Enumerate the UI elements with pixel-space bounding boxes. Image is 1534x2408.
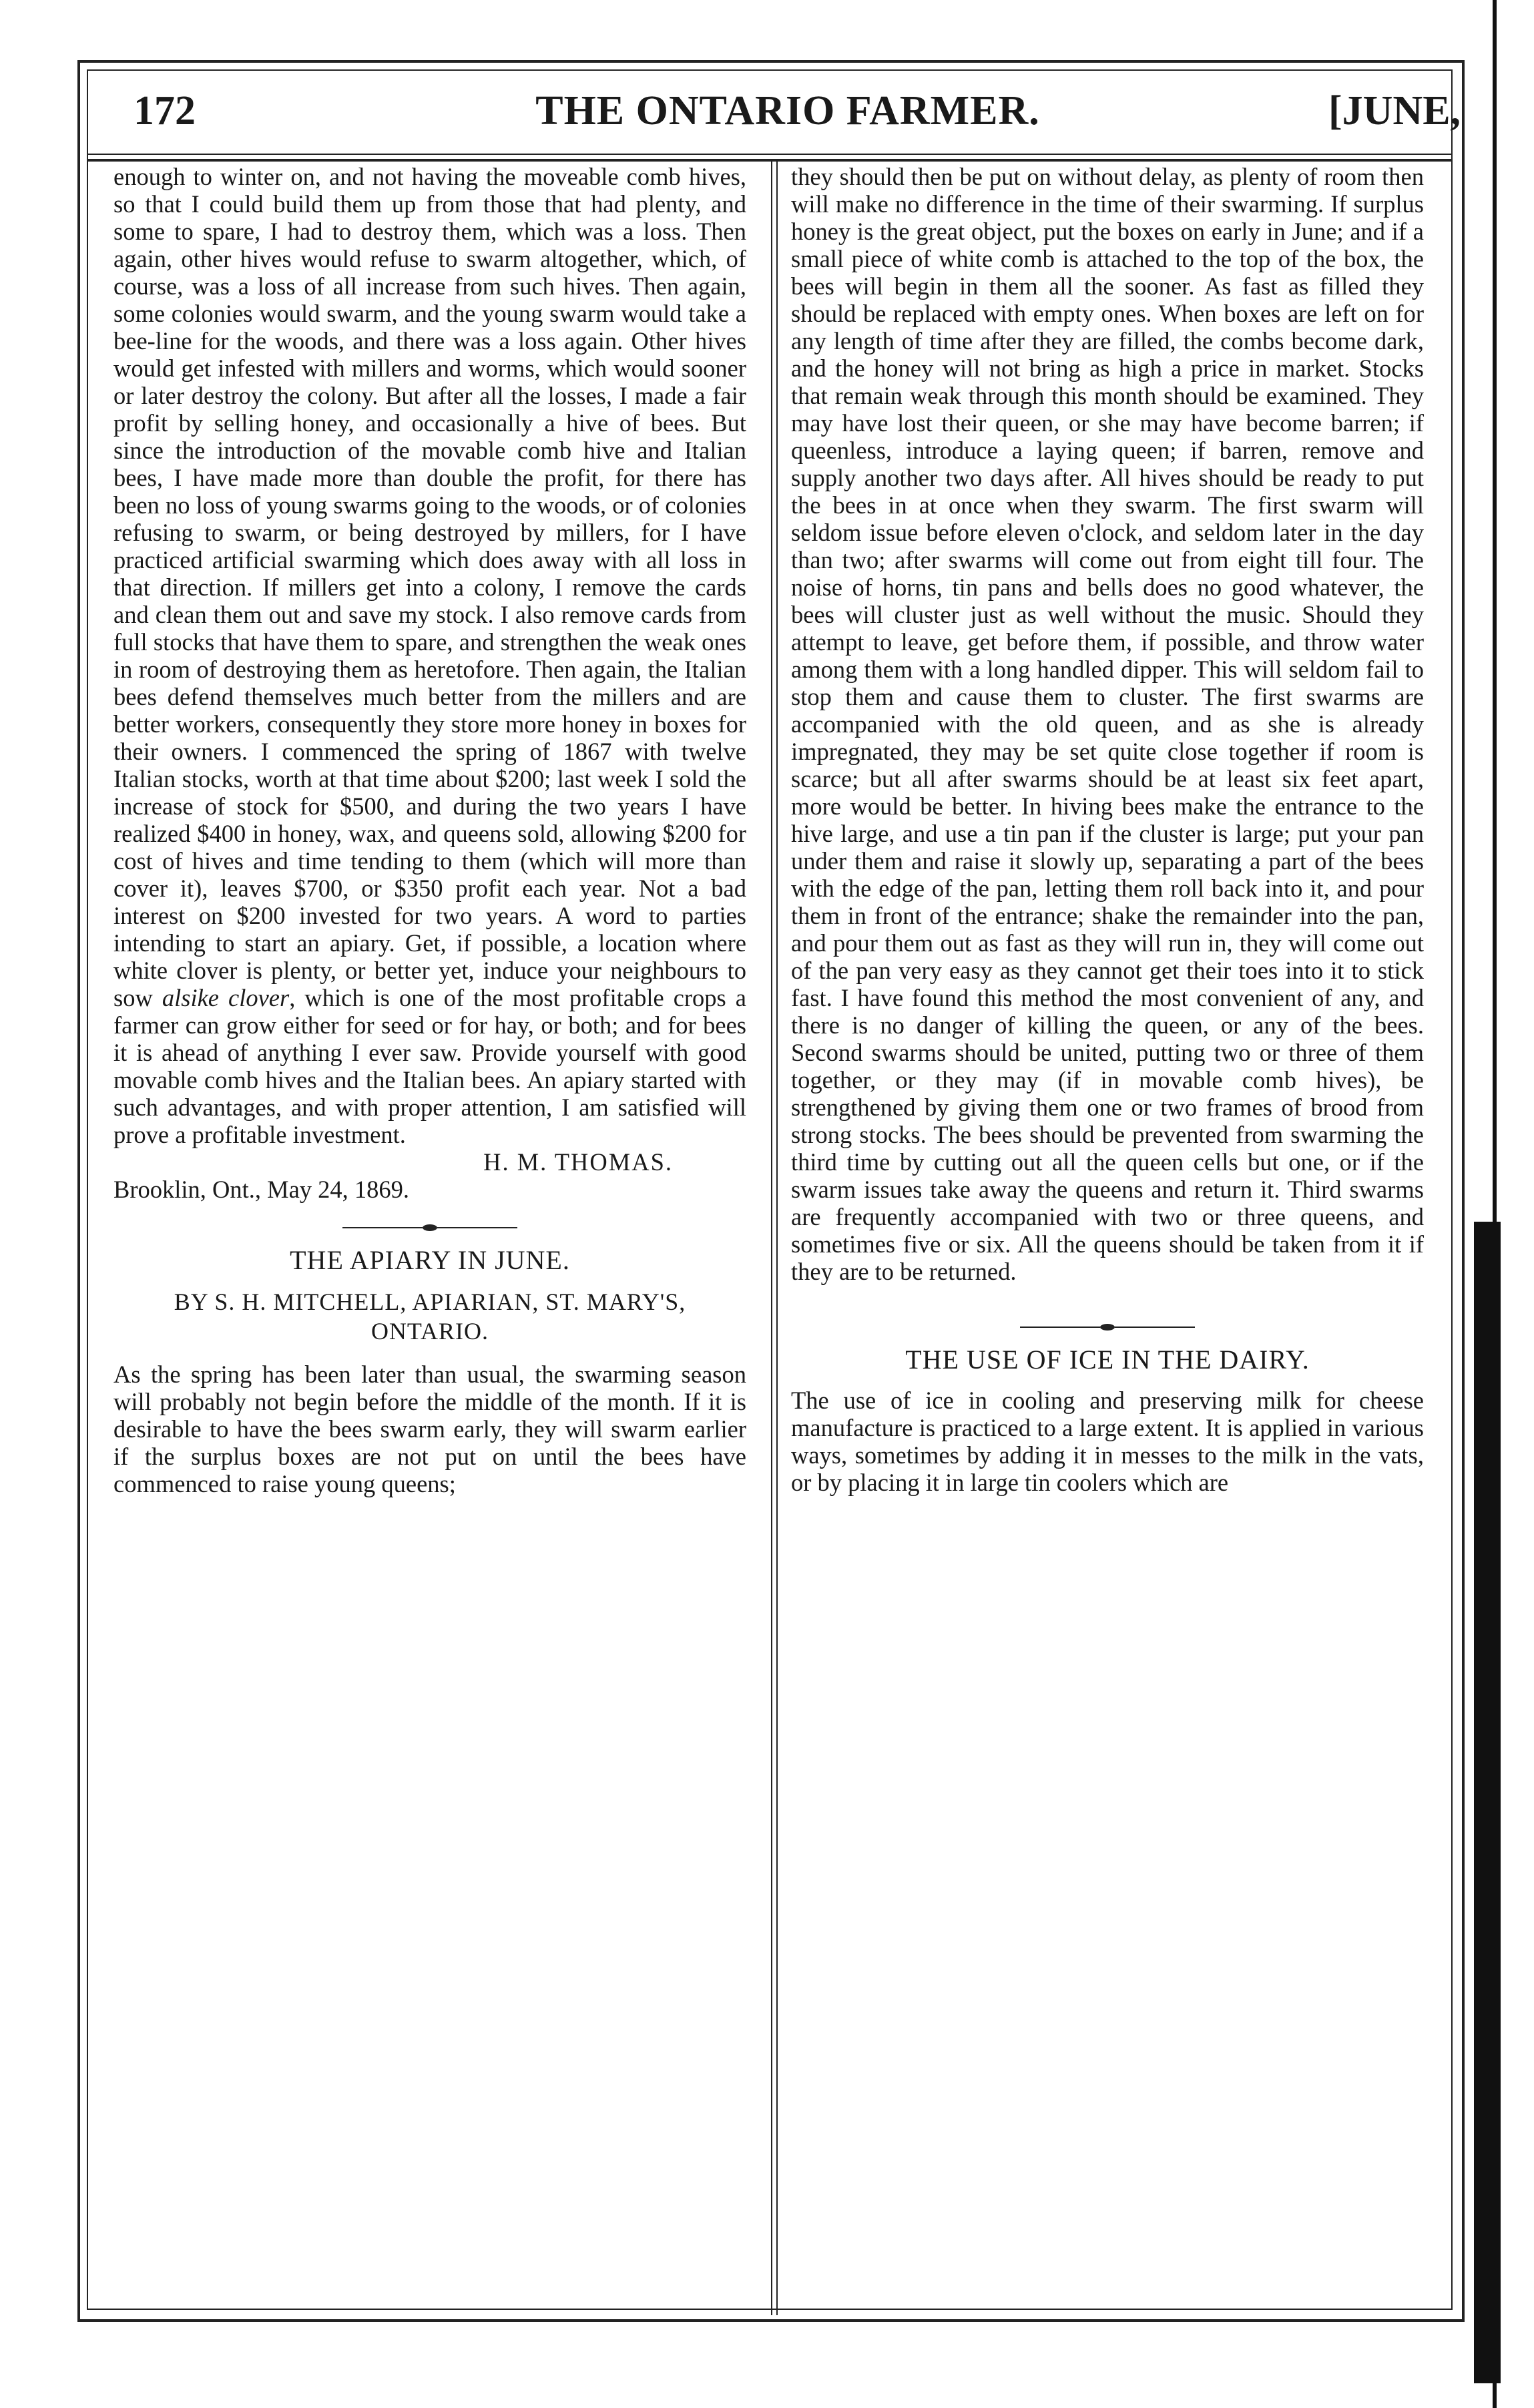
article-body-paragraph: enough to winter on, and not having the moveable comb hives, so that I could build them up from those that had plenty, and some to spare, I had to destroy them, which was a loss. Then again, other hives would refuse to swarm altogether, which, of course, was a loss of all increase from such hives. Then again, some colonies would swarm, and the young swarm would take a bee-line for the woods, and there was a loss again. Other hives would get infested with millers and worms, which would sooner or later destroy the colony. But after all the losses, I made a fair profit by selling honey, and occasionally a hive of bees. But since the introduction of the movable comb hive and Italian bees, I have made more than double the profit, for there has been no loss of young swarms going to the woods, or of colonies refusing to swarm, or being destroyed by millers, for I have practiced artificial swarming which does away with all loss in that direction. If millers get into a colony, I remove the cards and clean them out and save my stock. I also remove cards from full stocks that have them to spare, and strengthen the weak ones in room of destroying them as heretofore. Then again, the Italian bees defend themselves much better from the millers and are better workers, consequently they store more honey in boxes for their owners. I commenced the spring of 1867 with twelve Italian stocks, worth at that time about $200; last week I sold the increase of stock for $500, and during the two years I have realized $400 in honey, wax, and queens sold, allowing $200 for cost of hives and time tending to them (which will more than cover it), leaves $700, or $350 profit each year. Not a bad interest on $200 invested for two years. A word to parties intending to start an apiary. Get, if possible, a location where white clover is plenty, or better yet, induce your neighbours to sow alsike clover, which is one of the most profitable crops a farmer can grow either for seed or for hay, or both; and for bees it is ahead of anything I ever saw. Provide yourself with good movable comb hives and the Italian bees. An apiary started with such advantages, and with proper attention, I am satisfied will prove a profitable investment. — [113, 163, 746, 1148]
running-date: [JUNE, — [1328, 88, 1461, 134]
left-column — [113, 163, 746, 1497]
article-title: THE USE OF ICE IN THE DAIRY. — [905, 1345, 1310, 1375]
dateline: Brooklin, Ont., May 24, 1869. — [113, 1176, 410, 1203]
column-divider — [771, 160, 772, 2315]
right-column — [791, 163, 1424, 1496]
page-edge-shadow — [1474, 1222, 1501, 2383]
author-signature: H. M. THOMAS. — [483, 1148, 673, 1176]
article-body-paragraph: The use of ice in cooling and preserving milk for cheese manufacture is practiced to a large extent. It is applied in various ways, sometimes by adding it in messes to the milk in the vats, or by placing it in large tin coolers which are — [791, 1387, 1424, 1496]
article-title: THE APIARY IN JUNE. — [290, 1245, 570, 1275]
running-title: THE ONTARIO FARMER. — [535, 88, 1040, 134]
section-divider — [791, 1312, 1424, 1339]
header-rule — [87, 154, 1453, 155]
italic-term: alsike clover — [162, 984, 290, 1011]
article-body-paragraph: As the spring has been later than usual, the swarming season will probably not begin before the middle of the month. If it is desirable to have the bees swarm early, they will swarm earlier if the surplus boxes are not put on until the bees have commenced to raise young queens; — [113, 1361, 746, 1497]
page-number: 172 — [134, 88, 196, 134]
article-body-paragraph: they should then be put on without delay, as plenty of room then will make no difference in the time of their swarming. If surplus honey is the great object, put the boxes on early in June; and if a small piece of white comb is attached to the top of the box, the bees will begin in them all the sooner. As fast as filled they should be replaced with empty ones. When boxes are left on for any length of time after they are filled, the combs become dark, and the honey will not bring as high a price in market. Stocks that remain weak through this month should be examined. They may have lost their queen, or she may have become barren; if queenless, introduce a laying queen; if barren, remove and supply another two days after. All hives should be ready to put the bees in at once when they swarm. The first swarm will seldom issue before eleven o'clock, and seldom later in the day than two; after swarms will come out from eight till four. The noise of horns, tin pans and bells does no good whatever, the bees will cluster just as well without the music. Should they attempt to leave, get before them, if possible, and throw water among them with a long handled dipper. This will seldom fail to stop them and cause them to cluster. The first swarms are accompanied with the old queen, and as she is already impregnated, they may be set quite close together if room is scarce; but all after swarms should be at least six feet apart, more would be better. In hiving bees make the entrance to the hive large, and use a tin pan if the cluster is large; put your pan under them and raise it slowly up, separating a part of the bees with the edge of the pan, letting them roll back into it, and pour them in front of the entrance; shake the remainder into the pan, and pour them out as fast as they will run in, they will come out of the pan very easy as they cannot get their toes into it to stick fast. I have found this method the most convenient of any, and there is no danger of killing the queen, or any of the bees. Second swarms should be united, putting two or three of them together, or they may (if in movable comb hives), be strengthened by giving them one or two frames of brood from strong stocks. The bees should be prevented from swarming the third time by cutting out all the queen cells but one, or if the swarm issues take away the queens and return it. Third swarms are frequently accompanied with two or three queens, and sometimes five or six. All the queens should be taken from it if they are to be returned. — [791, 163, 1424, 1285]
section-divider — [113, 1212, 746, 1240]
header-rule-thick — [87, 159, 1453, 162]
column-divider — [776, 160, 778, 2315]
article-byline: BY S. H. MITCHELL, APIARIAN, ST. MARY'S, ONTARIO. — [174, 1288, 686, 1345]
